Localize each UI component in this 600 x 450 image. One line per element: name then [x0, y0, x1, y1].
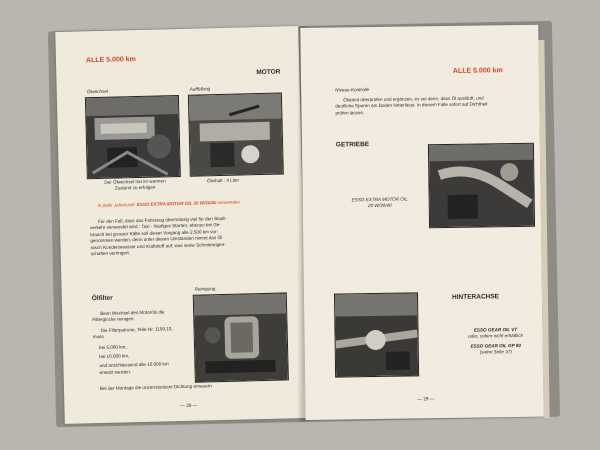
getriebe-oil: ESSO EXTRA MOTOR OIL 20 W/30/40 [351, 196, 408, 209]
oil-recommendation: In jeder Jahreszeit: ESSO EXTRA MOTOR OIL 20 W/30/40 verwenden [97, 199, 240, 209]
interval-label: ALLE 5.000 km [85, 56, 136, 65]
hinterachse-oil: ESSO GEAR OIL VT oder, sofern nicht erhältlich ESSO GEAR OIL GP 90 (siehe Seite 37) [468, 327, 524, 355]
engine-photo-3 [194, 293, 288, 381]
rear-axle-photo [335, 293, 418, 376]
section-title-hinterachse: HINTERACHSE [451, 293, 500, 301]
page-number-29: — 29 — [417, 396, 435, 402]
niveau-label: Niveau-Kontrolle [335, 87, 370, 93]
photo-label-oelwechsel: Ölwechsel [86, 88, 109, 95]
engine-photo-1 [86, 96, 180, 178]
photo-oil-fill [188, 92, 284, 176]
left-page [55, 26, 308, 424]
interval-label-right: ALLE 5.000 km [452, 67, 503, 75]
niveau-text: Ölstand überprüfen und ergänzen, es sei denn, dass Öl ausläuft, und deutliche Spuren am Boden hinterlässt. In diesem Falle sofort auf Dichtheit prüfen lassen. [335, 95, 488, 116]
filter-instructions: Beim Wechsel des Motoröls die Filterglocke reinigen. Die Filterpatrone, Teile-Nr. 1109.10, muss bei 5.000 km, bei 10.000 km, und anschliessend alle 10.000 km ersetzt werden. [92, 309, 173, 375]
caption-oil-change: Der Ölwechsel hat im warmen Zustand zu erfolgen [104, 178, 166, 191]
section-title-getriebe: GETRIEBE [335, 141, 370, 149]
engine-photo-2 [189, 94, 283, 176]
photo-oil-change [85, 95, 181, 179]
photo-label-auffuellung: Auffüllung [189, 86, 211, 92]
gearbox-photo [429, 144, 534, 227]
photo-label-reinigung: Reinigung [194, 286, 216, 292]
photo-filter-cleaning [193, 292, 289, 382]
caption-oil-capacity: Ölinhalt : 4 Liter [206, 177, 240, 184]
photo-gearbox [428, 143, 535, 228]
photo-rear-axle [334, 292, 419, 377]
right-page [300, 25, 543, 420]
city-traffic-paragraph: Für den Fall, dass das Fahrzeug übermässig viel für den Stadt- verkehr verwendet wird : Taxi - häufiges Starten, ebenso bei Ge- brauch bei grosser Kälte soll dieser Vorgang alle 2.500 km vor- genommen werden, denn unter diesen Umständen nimmt das Öl rasch Kondenswasser und Kraftstoff auf, was seine Schmiereigen- schaften verringert. [90, 215, 227, 257]
gasket-note: Bei der Montage die unzerreissbare Dichtung erneuern [99, 383, 212, 392]
page-number-28: — 28 — [180, 402, 198, 409]
section-title-motor: MOTOR [256, 68, 281, 77]
section-title-oelfilter: Ölfilter [91, 294, 113, 303]
